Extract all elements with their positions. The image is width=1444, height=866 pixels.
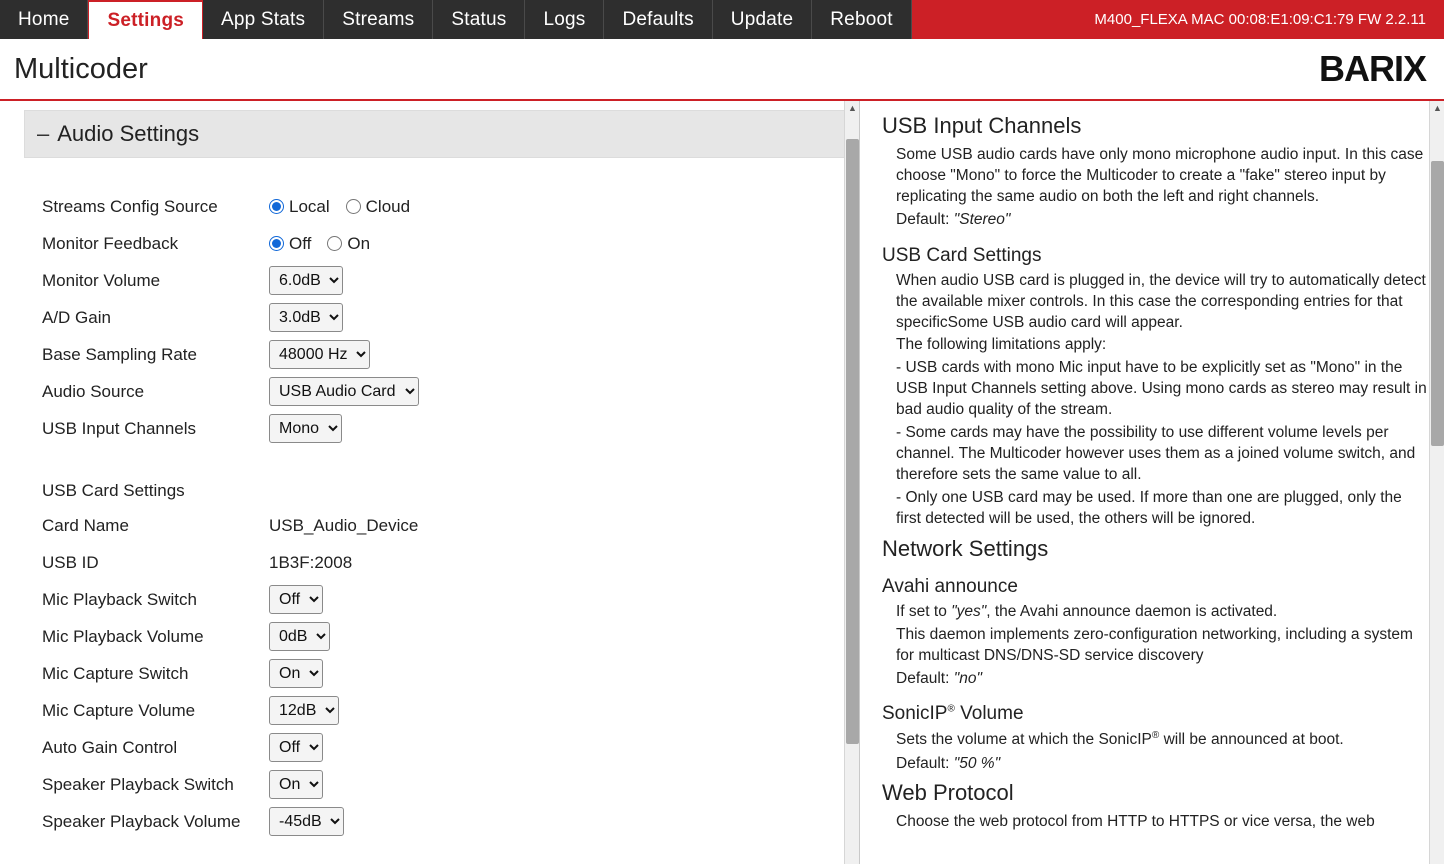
row-audio-source [42,373,859,410]
label-mic-playback-volume: Mic Playback Volume [42,626,204,646]
help-avahi-p1-post: , the Avahi announce daemon is activated. [986,602,1278,620]
radio-input-cloud[interactable] [346,199,361,214]
label-card-name: Card Name [42,515,129,535]
help-sonicip-title-post: Volume [954,703,1024,725]
help-usb-card-settings [882,245,1428,530]
radio-label-local: Local [289,196,330,216]
help-default-label-1: Default: [896,210,950,228]
help-sonicip-p1-pre: Sets the volume at which the SonicIP [896,731,1152,749]
select-usb-input-channels[interactable] [269,414,342,443]
help-default-value-1: "Stereo" [953,210,1011,228]
radio-group-monitor-feedback[interactable] [269,234,380,254]
row-streams-config-source [42,188,859,225]
top-navigation-bar [0,0,1444,39]
value-card-name: USB_Audio_Device [269,515,419,535]
row-mic-capture-volume [42,692,859,729]
radio-label-on: On [347,233,371,253]
label-usb-id: USB ID [42,552,99,572]
radio-monitor-feedback-on[interactable] [327,234,370,254]
help-title-usb-input-channels: USB Input Channels [882,113,1082,138]
barix-logo: BARIX [1318,48,1426,89]
registered-icon: ® [947,704,955,716]
select-audio-source[interactable] [269,377,419,406]
row-usb-id [42,544,859,581]
label-auto-gain-control: Auto Gain Control [42,737,178,757]
value-usb-id: 1B3F:2008 [269,552,353,572]
select-speaker-playback-switch[interactable] [269,770,323,799]
page-header [0,39,1444,101]
radio-monitor-feedback-off[interactable] [269,234,311,254]
radio-input-on[interactable] [327,236,342,251]
content-area [0,101,1444,864]
label-usb-input-channels: USB Input Channels [42,418,197,438]
label-mic-capture-volume: Mic Capture Volume [42,700,196,720]
scroll-thumb-right[interactable] [1431,161,1444,446]
radio-group-streams-config-source[interactable] [269,197,420,217]
row-mic-playback-switch [42,581,859,618]
help-avahi-default [896,669,1428,690]
scroll-up-arrow-left[interactable]: ▲ [845,101,860,115]
audio-settings-form [0,158,859,840]
help-title-usb-card-settings: USB Card Settings [882,244,1042,266]
select-mic-playback-volume[interactable] [269,622,330,651]
help-default-label-3: Default: [896,754,950,772]
help-usb-card-settings-b1: - USB cards with mono Mic input have to be explicitly set as "Mono" in the USB Input Channels setting above. Using mono cards as stereo may result in bad audio quality of the stream. [896,359,1427,419]
help-avahi-p1 [896,602,1428,623]
help-title-avahi: Avahi announce [882,575,1018,597]
row-monitor-feedback [42,225,859,262]
label-mic-capture-switch: Mic Capture Switch [42,663,189,683]
help-avahi-p2: This daemon implements zero-configuration networking, including a system for multicast DNS/DNS-SD service discovery [896,625,1413,664]
nav-item-settings[interactable]: Settings [88,0,203,39]
help-default-value-3: "50 %" [953,754,1001,772]
row-card-name [42,507,859,544]
help-sonicip-default [896,754,1428,775]
label-base-sampling-rate: Base Sampling Rate [42,344,197,364]
radio-input-local[interactable] [269,199,284,214]
label-monitor-feedback: Monitor Feedback [42,233,179,253]
help-avahi-p1-em: "yes" [951,602,987,620]
row-auto-gain-control [42,729,859,766]
section-title: Audio Settings [57,121,200,146]
help-pane [860,101,1444,864]
help-usb-input-channels [882,113,1428,231]
help-body-usb-input-channels: Some USB audio cards have only mono microphone audio input. In this case choose "Mono" to force the Multicoder to create a "fake" stereo input by replicating the same audio on both the left and right channels. [896,146,1424,205]
help-sonicip-title-pre: SonicIP [882,703,948,725]
help-usb-card-settings-p2: The following limitations apply: [896,336,1107,354]
help-default-label-2: Default: [896,669,950,687]
help-avahi [882,576,1428,690]
label-speaker-playback-volume: Speaker Playback Volume [42,811,241,831]
help-avahi-p1-pre: If set to [896,602,952,620]
label-streams-config-source: Streams Config Source [42,196,218,216]
help-default-value-2: "no" [953,669,982,687]
nav-item-defaults[interactable]: Defaults [604,0,712,39]
scroll-thumb-left[interactable] [846,139,859,744]
radio-label-cloud: Cloud [365,196,411,216]
help-default-usb-input-channels [896,210,1428,231]
row-mic-capture-switch [42,655,859,692]
label-ad-gain: A/D Gain [42,307,111,327]
nav-item-status[interactable]: Status [433,0,525,39]
subheading-usb-card-settings: USB Card Settings [42,481,185,500]
help-usb-card-settings-b2: - Some cards may have the possibility to use different volume levels per channel. The Multicoder however uses them as a joined volume switch, and therefore sets the same value to all. [896,424,1416,483]
help-title-web-protocol: Web Protocol [882,780,1014,806]
radio-label-off: Off [289,233,312,253]
row-monitor-volume [42,262,859,299]
right-pane-scrollbar[interactable] [1429,101,1444,864]
select-mic-capture-volume[interactable] [269,696,339,725]
help-usb-card-settings-b3: - Only one USB card may be used. If more than one are plugged, only the first detected will be used, the others will be ignored. [896,488,1402,527]
nav-item-streams[interactable]: Streams [324,0,433,39]
nav-item-app-stats[interactable]: App Stats [203,0,324,39]
row-base-sampling-rate [42,336,859,373]
select-ad-gain[interactable] [269,303,343,332]
nav-item-update[interactable]: Update [713,0,812,39]
select-monitor-volume[interactable] [269,266,343,295]
label-speaker-playback-switch: Speaker Playback Switch [42,774,234,794]
nav-item-home[interactable]: Home [0,0,88,39]
left-pane-scrollbar[interactable] [844,101,859,864]
help-title-network-settings: Network Settings [882,535,1049,561]
select-base-sampling-rate[interactable] [269,340,370,369]
collapse-icon[interactable]: – [37,121,50,146]
help-title-sonicip [882,703,1428,725]
radio-streams-config-source-cloud[interactable] [346,197,410,217]
settings-pane [0,101,860,864]
row-mic-playback-volume [42,618,859,655]
select-speaker-playback-volume[interactable] [269,807,344,836]
section-header-audio-settings[interactable] [24,110,851,158]
registered-icon-2: ® [1151,730,1160,742]
help-sonicip-p1 [896,729,1428,751]
row-ad-gain [42,299,859,336]
nav-item-logs[interactable]: Logs [525,0,604,39]
row-speaker-playback-switch [42,766,859,803]
select-mic-capture-switch[interactable] [269,659,323,688]
device-info-text: M400_FLEXA MAC 00:08:E1:09:C1:79 FW 2.2.11 [912,0,1444,39]
help-sonicip [882,703,1428,774]
scroll-up-arrow-right[interactable]: ▲ [1430,101,1444,115]
help-web-protocol-p1: Choose the web protocol from HTTP to HTTPS or vice versa, the web [896,813,1375,831]
page-title: Multicoder [14,52,148,85]
row-usb-input-channels [42,410,859,447]
select-mic-playback-switch[interactable] [269,585,323,614]
label-monitor-volume: Monitor Volume [42,270,161,290]
row-speaker-playback-volume [42,803,859,840]
nav-item-reboot[interactable]: Reboot [812,0,911,39]
label-audio-source: Audio Source [42,381,145,401]
label-mic-playback-switch: Mic Playback Switch [42,589,197,609]
help-network-settings [882,536,1428,562]
help-sonicip-p1-post: will be announced at boot. [1159,731,1344,749]
radio-streams-config-source-local[interactable] [269,197,330,217]
help-web-protocol [882,780,1428,833]
help-usb-card-settings-p1: When audio USB card is plugged in, the device will try to automatically detect the available mixer controls. In this case the corresponding entries for that specificSome USB audio card will appear. [896,271,1426,331]
select-auto-gain-control[interactable] [269,733,323,762]
radio-input-off[interactable] [269,236,284,251]
